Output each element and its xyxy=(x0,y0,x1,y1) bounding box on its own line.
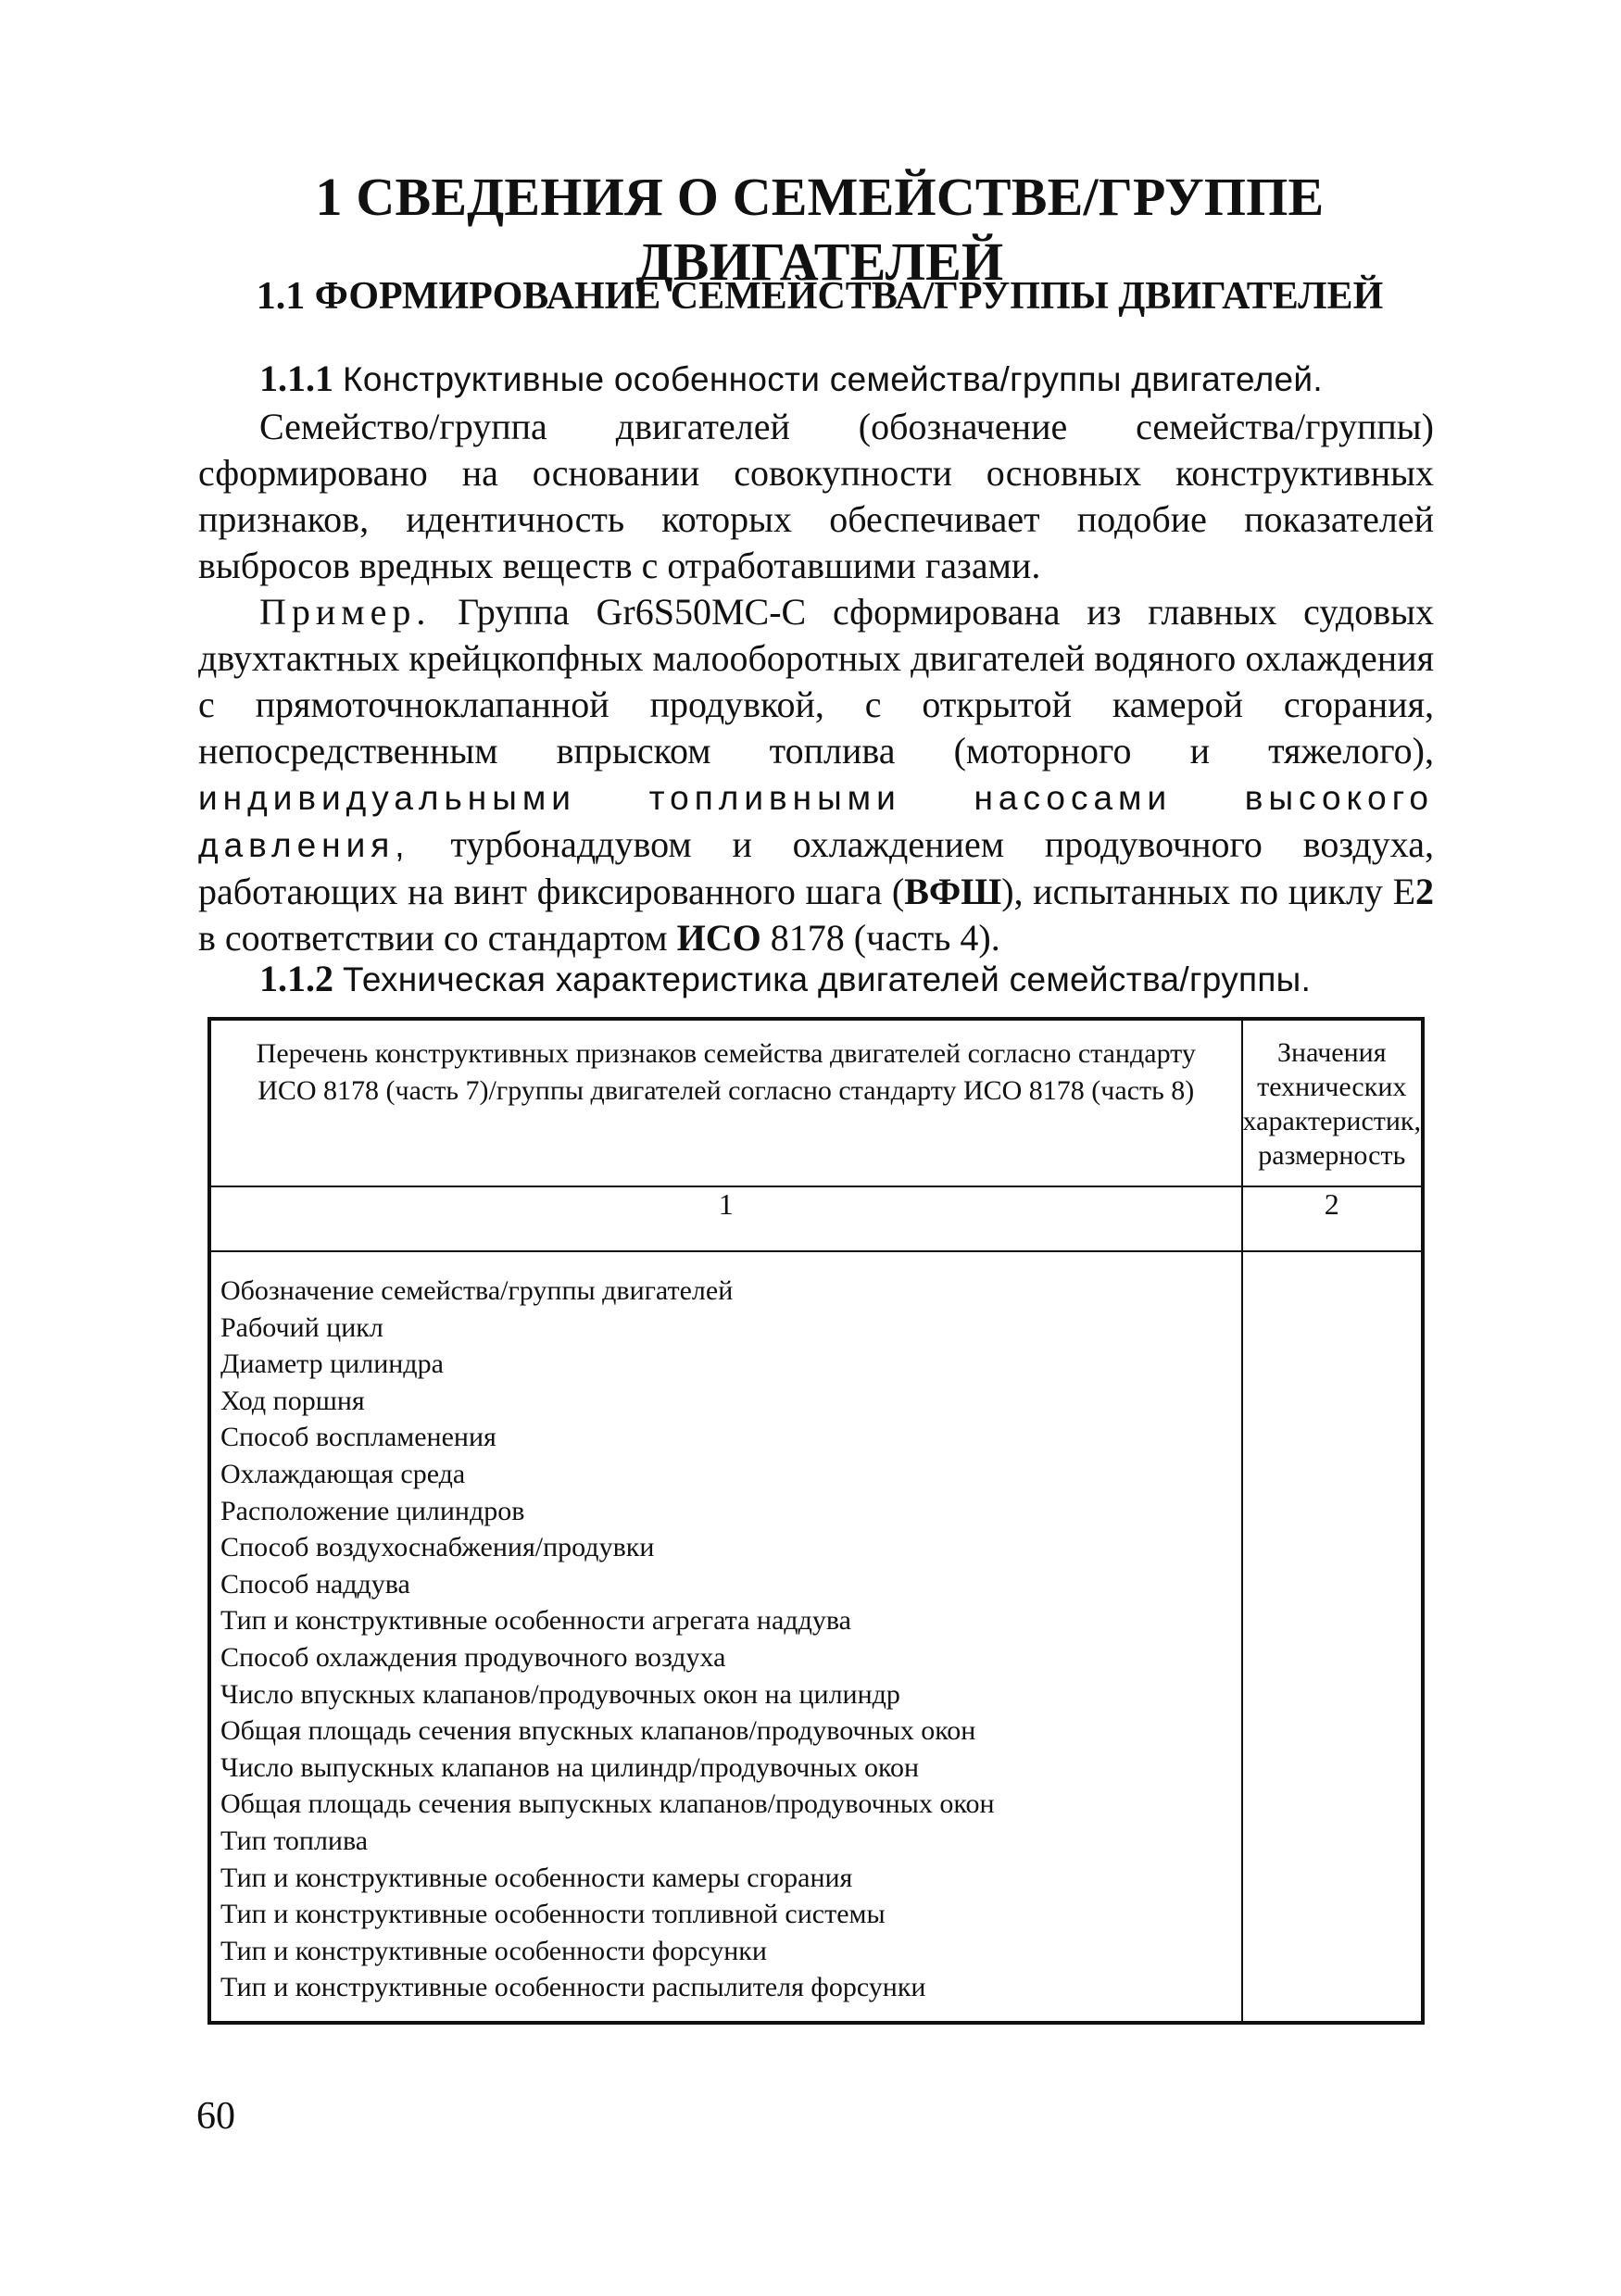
header-values xyxy=(1242,1019,1423,1186)
table-header-row xyxy=(209,1019,1423,1186)
feature-row: Число впускных клапанов/продувочных окон на цилиндр xyxy=(220,1678,900,1710)
header-values-line: характеристик, xyxy=(1242,1106,1421,1136)
header-features: Перечень конструктивных признаков семейства двигателей согласно стандарту ИСО 8178 (часть 7)/группы двигателей согласно стандарту ИСО 8178 (часть 8) xyxy=(209,1019,1242,1186)
feature-row: Тип и конструктивные особенности топливной системы xyxy=(220,1899,886,1930)
header-values-line: технических xyxy=(1257,1072,1407,1102)
feature-row: Тип топлива xyxy=(220,1825,369,1856)
column-number-2: 2 xyxy=(1242,1186,1423,1251)
item-number: 1.1.1 xyxy=(259,358,333,399)
feature-row: Способ наддува xyxy=(220,1568,410,1600)
feature-row: Тип и конструктивные особенности агрегата наддува xyxy=(220,1605,851,1637)
feature-row: Число выпускных клапанов на цилиндр/продувочных окон xyxy=(220,1751,920,1783)
header-values-line: Значения xyxy=(1277,1037,1387,1068)
feature-row: Общая площадь сечения выпускных клапанов/продувочных окон xyxy=(220,1788,995,1820)
feature-row: Ход поршня xyxy=(220,1385,365,1416)
feature-list-cell xyxy=(209,1251,1242,2023)
feature-row: Тип и конструктивные особенности форсунки xyxy=(220,1935,767,1966)
feature-row: Диаметр цилиндра xyxy=(220,1349,444,1380)
family-paragraph: Семейство/группа двигателей (обозначение семейства/группы) сформировано на основании совокупности основных конструктивных признаков, идентичность которых обеспечивает подобие показателей выбросов вредных веществ с отработавшими газами. xyxy=(198,406,1434,586)
item-heading: Конструктивные особенности семейства/группы двигателей. xyxy=(343,360,1323,398)
example-text-2: индивидуальными топливными насосами высокого давления, xyxy=(198,779,1434,864)
feature-row: Способ воспламенения xyxy=(220,1422,496,1453)
feature-row: Тип и конструктивные особенности распылителя форсунки xyxy=(220,1972,926,2003)
example-text-4: ), испытанных по циклу Е xyxy=(1001,871,1416,912)
feature-row: Рабочий цикл xyxy=(220,1311,383,1343)
item-1-1-2 xyxy=(198,956,1434,1003)
cycle-number: 2 xyxy=(1415,871,1435,912)
example-text-5: в соответствии со стандартом xyxy=(198,917,677,959)
feature-row: Способ воздухоснабжения/продувки xyxy=(220,1532,655,1563)
example-text-6: 8178 (часть 4). xyxy=(760,917,1000,959)
feature-row: Обозначение семейства/группы двигателей xyxy=(220,1275,734,1306)
example-label: Пример. xyxy=(259,591,432,633)
feature-row: Способ охлаждения продувочного воздуха xyxy=(220,1641,726,1673)
item-number: 1.1.2 xyxy=(259,958,333,999)
section-title: 1 СВЕДЕНИЯ О СЕМЕЙСТВЕ/ГРУППЕ ДВИГАТЕЛЕЙ xyxy=(315,167,1325,292)
item-heading: Техническая характеристика двигателей семейства/группы. xyxy=(343,960,1312,998)
values-cell xyxy=(1242,1251,1423,2023)
feature-row: Общая площадь сечения впускных клапанов/продувочных окон xyxy=(220,1715,976,1747)
page-number: 60 xyxy=(196,2095,235,2138)
feature-row: Охлаждающая среда xyxy=(220,1458,466,1489)
iso-abbrev: ИСО xyxy=(676,917,761,959)
item-1-1-1 xyxy=(198,356,1434,403)
subsection-title: 1.1 ФОРМИРОВАНИЕ СЕМЕЙСТВА/ГРУППЫ ДВИГАТЕЛЕЙ xyxy=(256,275,1384,318)
characteristics-table xyxy=(207,1017,1425,2025)
column-number-row xyxy=(209,1186,1423,1251)
feature-row: Тип и конструктивные особенности камеры сгорания xyxy=(220,1862,853,1893)
feature-row: Расположение цилиндров xyxy=(220,1495,525,1526)
example-paragraph xyxy=(198,589,1434,961)
column-number-1: 1 xyxy=(209,1186,1242,1251)
table-body-row xyxy=(209,1251,1423,2023)
vfsh-abbrev: ВФШ xyxy=(904,871,1002,912)
example-text-1: Группа Gr6S50MC-C сформирована из главных судовых двухтактных крейцкопфных малооборотных двигателей водяного охлаждения с прямоточноклапанной продувкой, с открытой камерой сгорания, непосредственным впрыском топлива (моторного и тяжелого), xyxy=(198,591,1434,772)
example-text-3: турбонаддувом и охлаждением продувочного воздуха, работающих на винт фиксированного шага ( xyxy=(198,823,1434,912)
header-values-line: размерность xyxy=(1258,1140,1406,1171)
